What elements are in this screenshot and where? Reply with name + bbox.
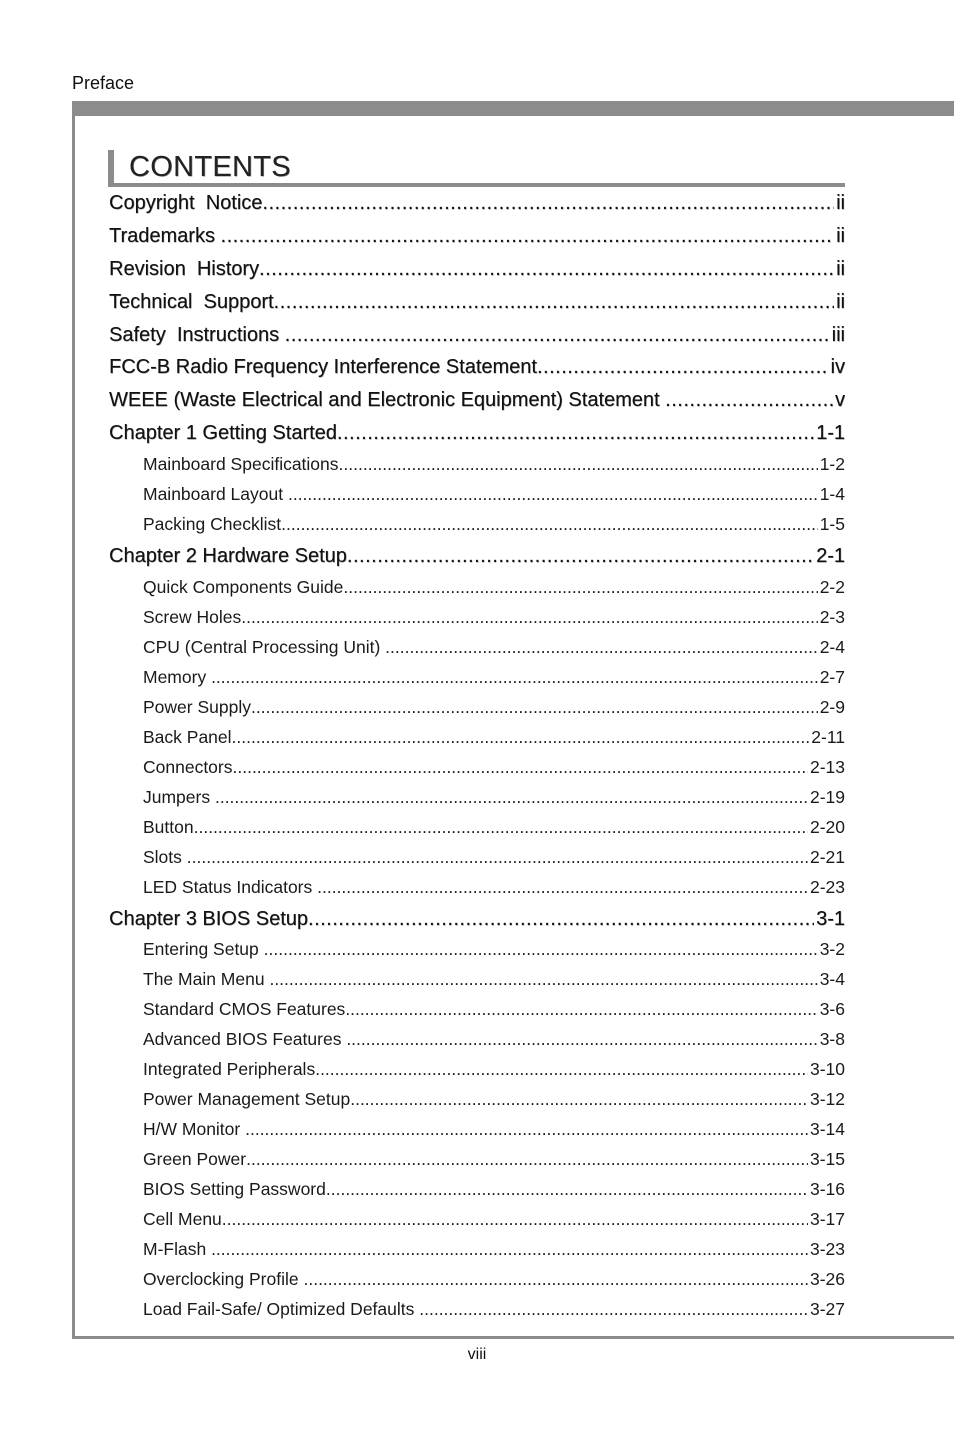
toc-dot-leader xyxy=(221,220,835,253)
toc-dot-leader xyxy=(211,1235,808,1265)
toc-entry-page: 1-2 xyxy=(819,454,845,475)
toc-subsection-entry[interactable] xyxy=(109,873,845,903)
page-number: viii xyxy=(467,1346,487,1363)
toc-entry-page: 1-4 xyxy=(819,484,845,505)
toc-entry-title: H/W Monitor xyxy=(143,1119,246,1140)
toc-entry-page: 2-1 xyxy=(816,545,845,568)
toc-entry-page: 3-14 xyxy=(809,1119,845,1140)
toc-dot-leader xyxy=(537,351,829,384)
toc-dot-leader xyxy=(337,417,814,450)
toc-entry-title: M-Flash xyxy=(143,1239,212,1260)
toc-section-entry[interactable] xyxy=(109,187,845,220)
table-of-contents xyxy=(109,187,845,1325)
toc-entry-page: 2-19 xyxy=(809,786,845,807)
toc-subsection-entry[interactable] xyxy=(109,1145,845,1175)
toc-subsection-entry[interactable] xyxy=(109,633,845,663)
toc-entry-page: 2-9 xyxy=(819,696,845,717)
toc-subsection-entry[interactable] xyxy=(109,723,845,753)
toc-entry-page: 2-11 xyxy=(811,726,845,747)
toc-section-entry[interactable] xyxy=(109,384,845,417)
toc-entry-title: Power Management Setup xyxy=(143,1089,351,1110)
toc-section-entry[interactable] xyxy=(109,319,845,352)
toc-dot-leader xyxy=(187,843,808,873)
contents-heading xyxy=(108,150,845,187)
toc-entry-title: Advanced BIOS Features xyxy=(143,1029,347,1050)
toc-subsection-entry[interactable] xyxy=(109,1175,845,1205)
header-bar xyxy=(72,101,954,116)
toc-entry-page: 2-13 xyxy=(809,756,845,777)
toc-dot-leader xyxy=(222,1205,808,1235)
toc-entry-page: 3-4 xyxy=(819,969,845,990)
toc-entry-page: 3-12 xyxy=(809,1089,845,1110)
toc-entry-page: 3-17 xyxy=(809,1209,845,1230)
toc-entry-page: ii xyxy=(836,192,845,214)
toc-subsection-entry[interactable] xyxy=(109,1265,845,1295)
toc-dot-leader xyxy=(241,603,817,633)
toc-dot-leader xyxy=(339,450,818,480)
toc-dot-leader xyxy=(211,663,818,693)
toc-entry-title: Chapter 1 Getting Started xyxy=(109,422,337,445)
toc-subsection-entry[interactable] xyxy=(109,843,845,873)
toc-subsection-entry[interactable] xyxy=(109,510,845,540)
toc-subsection-entry[interactable] xyxy=(109,1025,845,1055)
toc-entry-title: Revision History xyxy=(109,257,260,280)
toc-entry-page: 3-23 xyxy=(809,1239,845,1260)
toc-subsection-entry[interactable] xyxy=(109,1295,845,1325)
toc-dot-leader xyxy=(288,480,818,510)
toc-entry-title: CPU (Central Processing Unit) xyxy=(143,636,386,657)
toc-entry-page: 3-6 xyxy=(819,999,845,1020)
toc-dot-leader xyxy=(245,1115,808,1145)
toc-entry-title: Trademarks xyxy=(109,224,221,247)
toc-dot-leader xyxy=(269,965,817,995)
toc-entry-title: Entering Setup xyxy=(143,939,264,960)
toc-entry-page: ii xyxy=(836,224,845,247)
toc-entry-page: 2-2 xyxy=(819,576,845,597)
toc-entry-title: Back Panel xyxy=(143,726,232,747)
toc-dot-leader xyxy=(350,1085,808,1115)
toc-subsection-entry[interactable] xyxy=(109,450,845,480)
toc-entry-title: Copyright Notice xyxy=(109,192,263,214)
heading-marker xyxy=(108,150,114,185)
toc-entry-title: Green Power xyxy=(143,1149,247,1170)
toc-section-entry[interactable] xyxy=(109,903,845,936)
toc-section-entry[interactable] xyxy=(109,220,845,253)
toc-entry-page: 1-1 xyxy=(816,422,845,445)
toc-entry-page: 3-1 xyxy=(816,907,845,930)
toc-section-entry[interactable] xyxy=(109,540,845,573)
toc-entry-page: ii xyxy=(836,290,845,313)
toc-entry-title: Jumpers xyxy=(143,786,215,807)
toc-entry-page: 2-20 xyxy=(809,816,845,837)
toc-dot-leader xyxy=(308,903,814,936)
toc-dot-leader xyxy=(215,783,808,813)
toc-dot-leader xyxy=(232,723,810,753)
toc-entry-page: 3-2 xyxy=(819,939,845,960)
toc-entry-title: Screw Holes xyxy=(143,606,242,627)
toc-dot-leader xyxy=(315,1055,808,1085)
toc-entry-title: WEEE (Waste Electrical and Electronic Equipment) Statement xyxy=(109,389,666,412)
toc-subsection-entry[interactable] xyxy=(109,783,845,813)
toc-dot-leader xyxy=(665,384,833,417)
toc-dot-leader xyxy=(343,573,817,603)
toc-entry-title: Load Fail-Safe/ Optimized Defaults xyxy=(143,1299,420,1320)
toc-entry-page: 2-7 xyxy=(819,666,845,687)
toc-entry-title: FCC-B Radio Frequency Interference Statement xyxy=(109,356,537,379)
toc-dot-leader xyxy=(346,1025,817,1055)
toc-entry-title: BIOS Setting Password xyxy=(143,1179,326,1200)
toc-entry-title: Chapter 2 Hardware Setup xyxy=(109,545,347,568)
toc-entry-page: 2-3 xyxy=(819,606,845,627)
toc-section-entry[interactable] xyxy=(109,286,845,319)
toc-dot-leader xyxy=(251,693,818,723)
toc-entry-title: Memory xyxy=(143,666,212,687)
toc-section-entry[interactable] xyxy=(109,351,845,384)
toc-dot-leader xyxy=(259,253,834,286)
toc-subsection-entry[interactable] xyxy=(109,1115,845,1145)
toc-entry-title: Integrated Peripherals xyxy=(143,1059,316,1080)
toc-subsection-entry[interactable] xyxy=(109,693,845,723)
toc-entry-title: Overclocking Profile xyxy=(143,1269,304,1290)
toc-subsection-entry[interactable] xyxy=(109,663,845,693)
toc-entry-title: Chapter 3 BIOS Setup xyxy=(109,907,309,930)
toc-entry-page: 3-27 xyxy=(809,1299,845,1320)
toc-dot-leader xyxy=(285,319,830,352)
toc-subsection-entry[interactable] xyxy=(109,813,845,843)
toc-subsection-entry[interactable] xyxy=(109,965,845,995)
toc-dot-leader xyxy=(326,1175,808,1205)
toc-dot-leader xyxy=(317,873,808,903)
toc-entry-page: iii xyxy=(831,323,845,346)
toc-subsection-entry[interactable] xyxy=(109,935,845,965)
toc-dot-leader xyxy=(194,813,808,843)
toc-entry-title: Power Supply xyxy=(143,696,251,717)
toc-dot-leader xyxy=(233,753,808,783)
toc-entry-title: The Main Menu xyxy=(143,969,270,990)
toc-entry-title: Safety Instructions xyxy=(109,323,285,346)
toc-section-entry[interactable] xyxy=(109,417,845,450)
toc-subsection-entry[interactable] xyxy=(109,603,845,633)
toc-entry-title: Button xyxy=(143,816,194,837)
toc-entry-title: Quick Components Guide xyxy=(143,576,344,597)
toc-entry-title: LED Status Indicators xyxy=(143,876,318,897)
toc-entry-page: 3-26 xyxy=(809,1269,845,1290)
toc-dot-leader xyxy=(262,187,834,220)
toc-dot-leader xyxy=(281,510,818,540)
toc-entry-title: Mainboard Specifications xyxy=(143,454,339,475)
page-title: CONTENTS xyxy=(129,151,291,183)
toc-entry-title: Packing Checklist xyxy=(143,514,282,535)
toc-section-entry[interactable] xyxy=(109,253,845,286)
toc-dot-leader xyxy=(264,935,818,965)
toc-entry-page: ii xyxy=(836,257,845,280)
toc-entry-page: 1-5 xyxy=(819,514,845,535)
toc-entry-page: 2-23 xyxy=(809,876,845,897)
toc-entry-page: v xyxy=(835,389,845,412)
toc-subsection-entry[interactable] xyxy=(109,573,845,603)
toc-entry-page: 3-10 xyxy=(809,1059,845,1080)
toc-entry-page: 2-4 xyxy=(819,636,845,657)
toc-dot-leader xyxy=(347,540,814,573)
toc-subsection-entry[interactable] xyxy=(109,1235,845,1265)
toc-subsection-entry[interactable] xyxy=(109,480,845,510)
toc-entry-title: Mainboard Layout xyxy=(143,484,288,505)
toc-entry-title: Slots xyxy=(143,846,187,867)
toc-entry-title: Cell Menu xyxy=(143,1209,222,1230)
toc-entry-page: 2-21 xyxy=(809,846,845,867)
running-header: Preface xyxy=(72,73,135,93)
toc-subsection-entry[interactable] xyxy=(109,1205,845,1235)
toc-entry-title: Connectors xyxy=(143,756,233,777)
toc-entry-page: 3-8 xyxy=(819,1029,845,1050)
toc-dot-leader xyxy=(274,286,835,319)
toc-subsection-entry[interactable] xyxy=(109,1085,845,1115)
toc-dot-leader xyxy=(246,1145,808,1175)
toc-entry-page: iv xyxy=(830,356,845,379)
toc-dot-leader xyxy=(385,633,818,663)
toc-subsection-entry[interactable] xyxy=(109,1055,845,1085)
toc-entry-page: 3-15 xyxy=(809,1149,845,1170)
toc-entry-page: 3-16 xyxy=(809,1179,845,1200)
toc-subsection-entry[interactable] xyxy=(109,753,845,783)
toc-dot-leader xyxy=(345,995,817,1025)
toc-dot-leader xyxy=(303,1265,807,1295)
toc-subsection-entry[interactable] xyxy=(109,995,845,1025)
toc-dot-leader xyxy=(419,1295,808,1325)
toc-entry-title: Standard CMOS Features xyxy=(143,999,346,1020)
toc-entry-title: Technical Support xyxy=(109,290,274,313)
